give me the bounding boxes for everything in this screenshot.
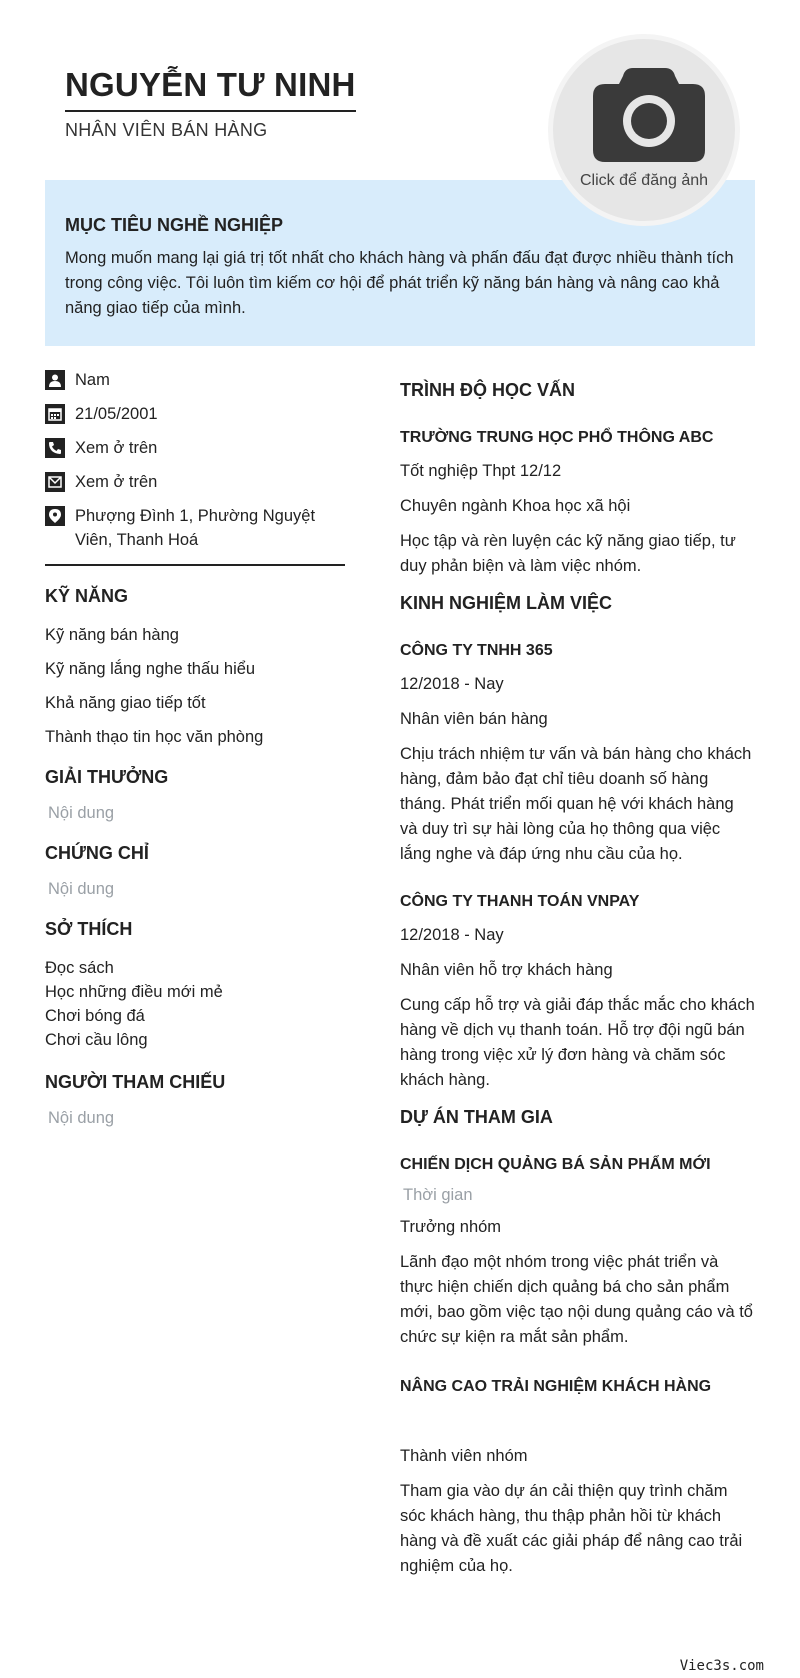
project-desc: Tham gia vào dự án cải thiện quy trình chăm sóc khách hàng, thu thập phản hồi từ khách hàng và đề xuất các giải pháp để nâng cao trải nghiệm của họ. [400,1482,743,1575]
education-line: Chuyên ngành Khoa học xã hội [400,497,631,515]
skills-title: KỸ NĂNG [45,586,129,606]
divider [45,564,345,566]
school-name: TRƯỜNG TRUNG HỌC PHỔ THÔNG ABC [400,429,714,446]
contact-phone [45,436,345,460]
certificates-content[interactable]: Nội dung [48,880,115,898]
photo-upload[interactable] [548,34,740,226]
education-line: Tốt nghiệp Thpt 12/12 [400,462,562,480]
skill-item: Thành thạo tin học văn phòng [45,728,264,746]
hobby-item: Chơi bóng đá [45,1007,145,1025]
experience-title: KINH NGHIỆM LÀM VIỆC [400,593,613,613]
project-name: CHIẾN DỊCH QUẢNG BÁ SẢN PHẨM MỚI [400,1156,711,1173]
photo-caption: Click để đăng ảnh [579,172,709,189]
project-desc: Lãnh đạo một nhóm trong việc phát triển và thực hiện chiến dịch quảng bá cho sản phẩm mới, bao gồm việc tạo nội dung quảng cáo và tổ chức sự kiện ra mắt sản phẩm. [400,1253,753,1346]
education-title: TRÌNH ĐỘ HỌC VẤN [400,380,575,400]
job-title: NHÂN VIÊN BÁN HÀNG [65,120,268,140]
candidate-name: NGUYỄN TƯ NINH [65,66,356,112]
skill-item: Khả năng giao tiếp tốt [45,694,206,712]
phone-value: Xem ở trên [75,439,158,457]
job-period: 12/2018 - Nay [400,926,504,944]
job-role: Nhân viên hỗ trợ khách hàng [400,961,613,979]
job-desc: Cung cấp hỗ trợ và giải đáp thắc mắc cho khách hàng về dịch vụ thanh toán. Hỗ trợ đội ngũ bán hàng trong việc xử lý đơn hàng và chăm sóc khách hàng. [400,996,755,1089]
skill-item: Kỹ năng bán hàng [45,626,179,644]
left-column [45,368,345,1148]
address-value: Phượng Đình 1, Phường Nguyệt Viên, Thanh Hoá [75,507,316,549]
calendar-icon [45,404,65,424]
skill-item: Kỹ năng lắng nghe thấu hiểu [45,660,256,678]
references-content[interactable]: Nội dung [48,1109,115,1127]
contact-dob [45,402,345,426]
location-pin-icon [45,506,65,526]
job-desc: Chịu trách nhiệm tư vấn và bán hàng cho khách hàng, đảm bảo đạt chỉ tiêu doanh số hàng tháng. Phát triển mối quan hệ với khách hàng và duy trì sự hài lòng của họ thông qua việc lắng nghe và đáp ứng nhu cầu của họ. [400,745,752,863]
certificates-title: CHỨNG CHỈ [45,843,149,863]
education-desc: Học tập và rèn luyện các kỹ năng giao tiếp, tư duy phản biện và làm việc nhóm. [400,532,736,575]
hobbies-title: SỞ THÍCH [45,919,133,939]
hobby-item: Đọc sách [45,959,114,977]
objective-title: MỤC TIÊU NGHỀ NGHIỆP [65,215,284,235]
awards-title: GIẢI THƯỞNG [45,767,169,787]
job-role: Nhân viên bán hàng [400,710,548,728]
project-role: Thành viên nhóm [400,1447,528,1465]
hobby-item: Học những điều mới mẻ [45,983,223,1001]
objective-text: Mong muốn mang lại giá trị tốt nhất cho khách hàng và phấn đấu đạt được nhiều thành tích trong công việc. Tôi luôn tìm kiếm cơ hội để phát triển kỹ năng bán hàng và nâng cao khả năng giao tiếp của mình. [65,249,734,317]
project-time[interactable]: Thời gian [403,1186,473,1204]
company-name: CÔNG TY TNHH 365 [400,642,553,659]
projects-title: DỰ ÁN THAM GIA [400,1107,553,1127]
awards-content[interactable]: Nội dung [48,804,115,822]
email-value: Xem ở trên [75,473,158,491]
email-icon [45,472,65,492]
gender-value: Nam [75,371,110,389]
camera-icon [593,66,705,162]
dob-value: 21/05/2001 [75,405,158,423]
hobby-item: Chơi cầu lông [45,1031,148,1049]
project-role: Trưởng nhóm [400,1218,502,1236]
contact-email [45,470,345,494]
job-period: 12/2018 - Nay [400,675,504,693]
project-name: NÂNG CAO TRẢI NGHIỆM KHÁCH HÀNG [400,1378,712,1395]
person-icon [45,370,65,390]
contact-gender [45,368,345,392]
company-name: CÔNG TY THANH TOÁN VNPAY [400,893,640,910]
watermark: Viec3s.com [679,1658,764,1674]
right-column [400,380,755,1593]
references-title: NGƯỜI THAM CHIẾU [45,1072,226,1092]
contact-address [45,504,345,552]
phone-icon [45,438,65,458]
